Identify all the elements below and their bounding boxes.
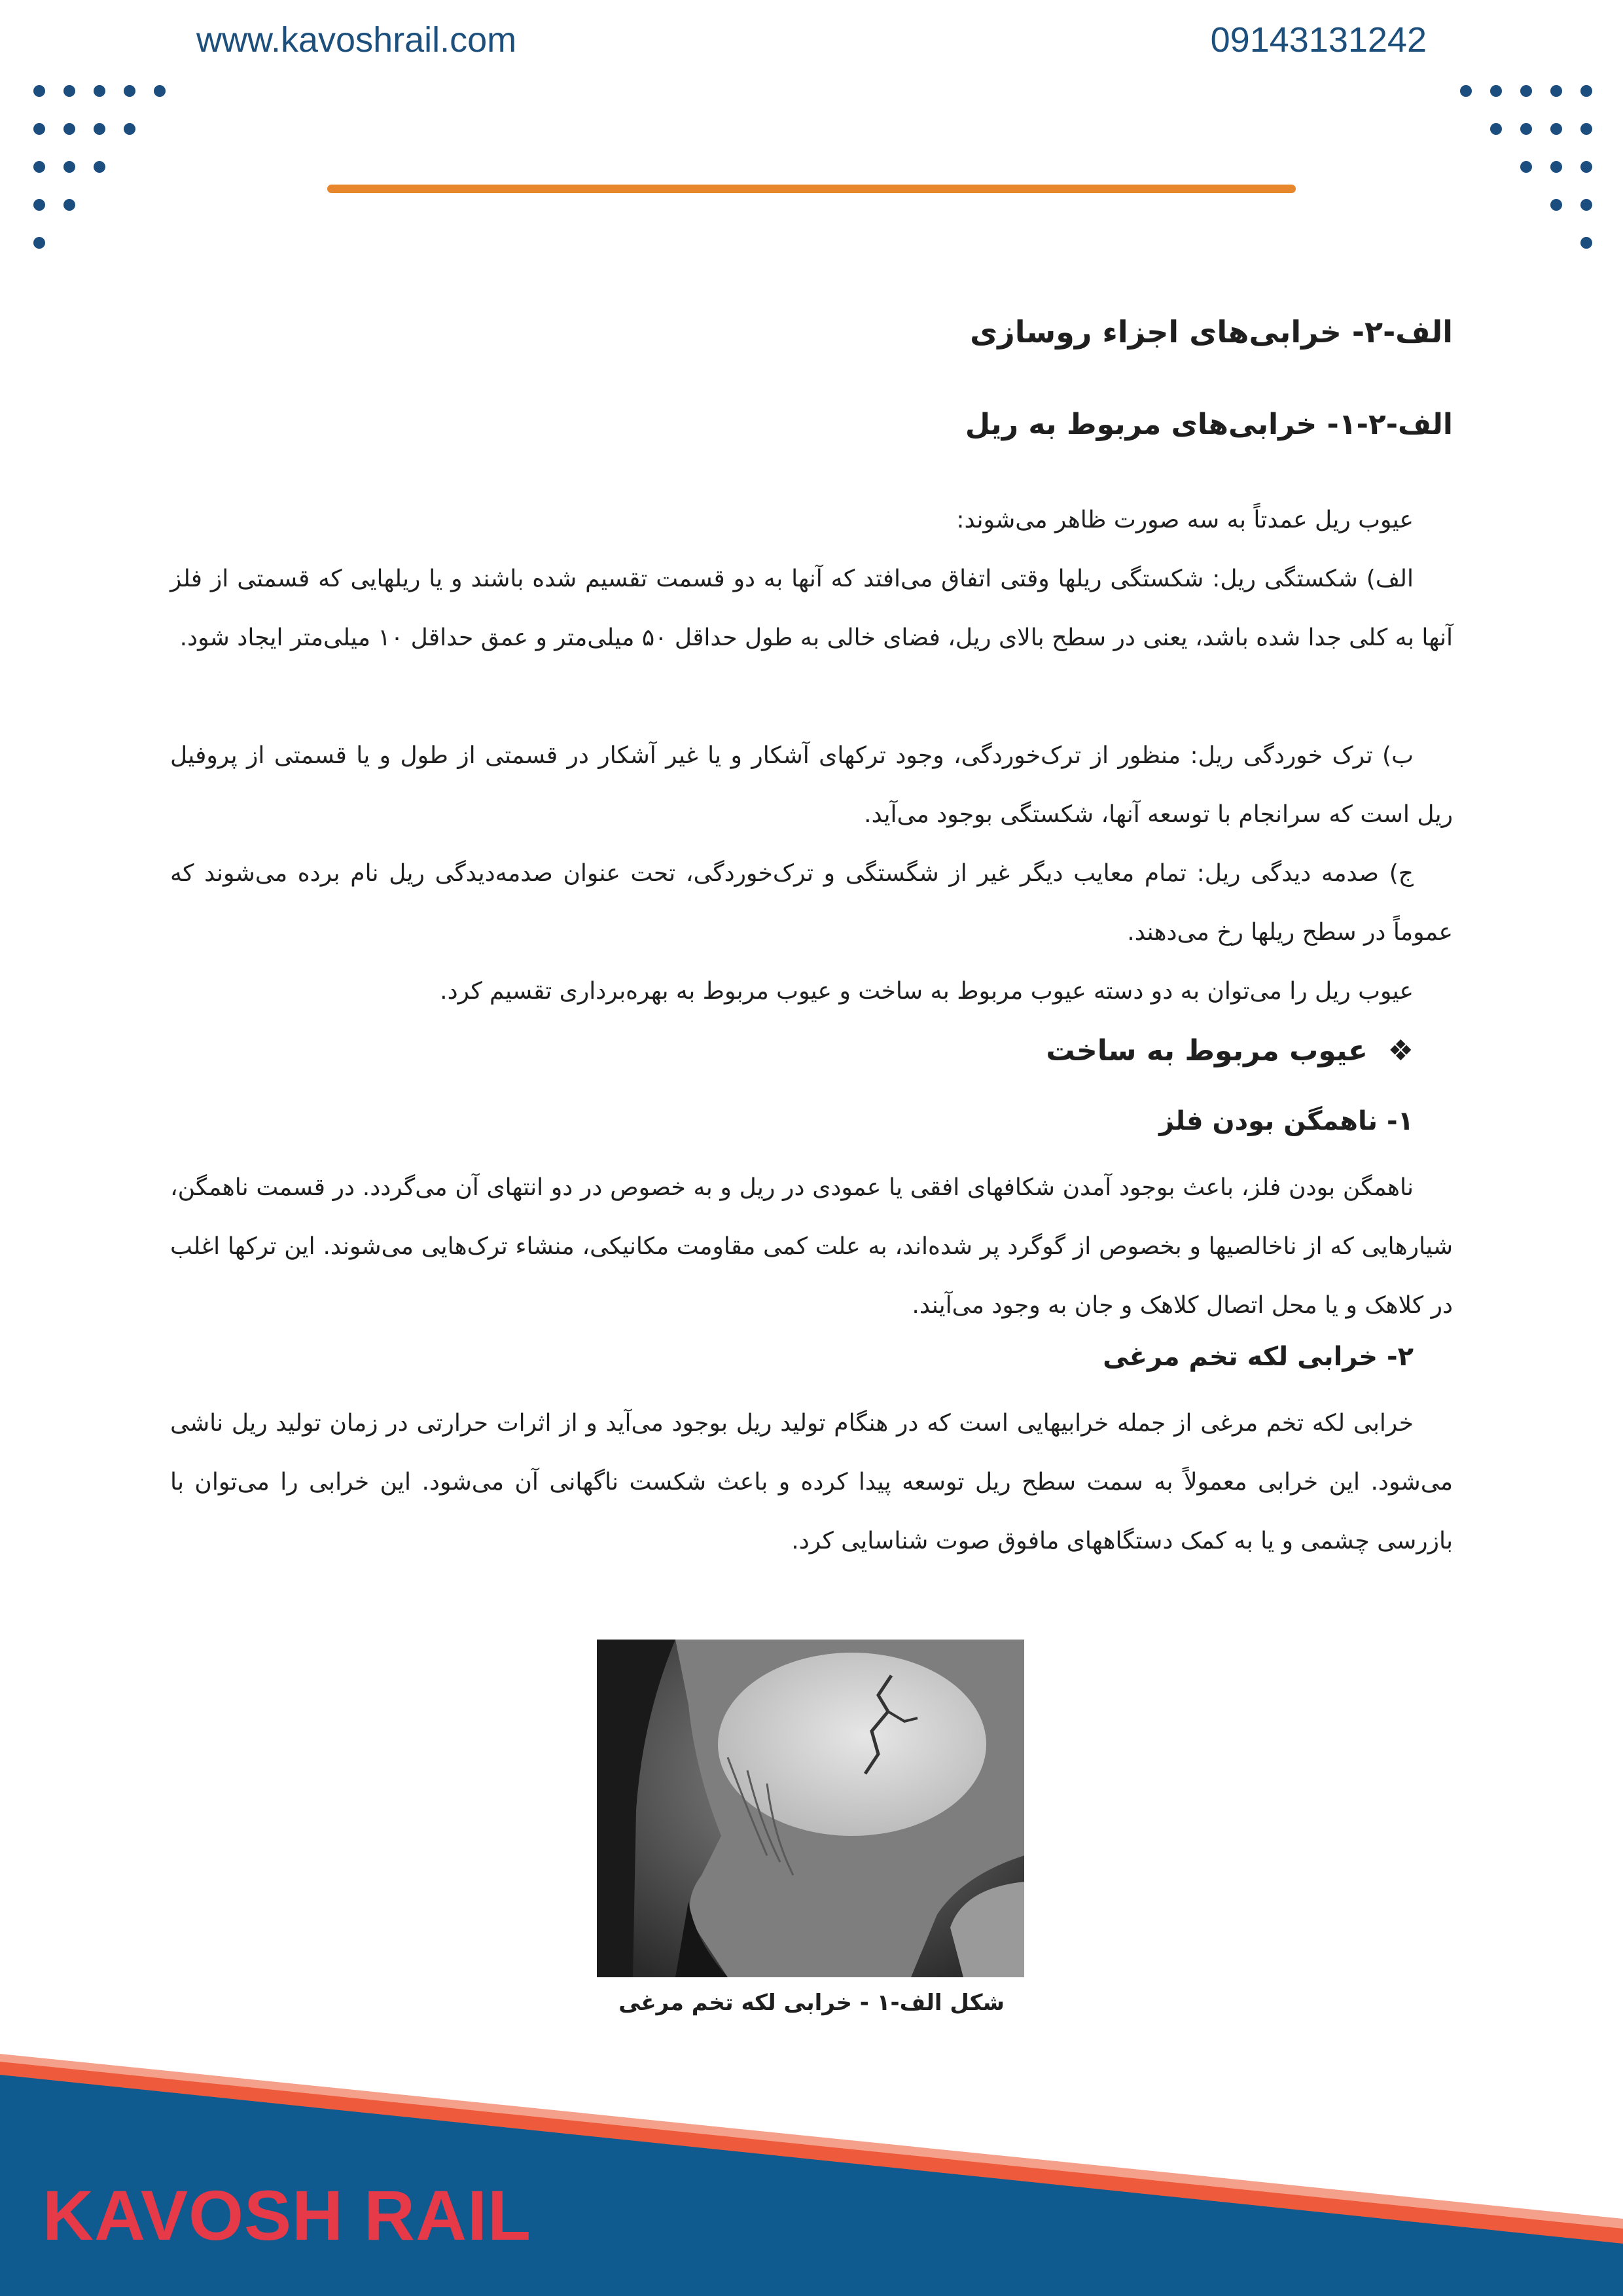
section-heading bbox=[1046, 1034, 1414, 1067]
defect-1-heading: ۱- ناهمگن بودن فلز bbox=[1159, 1106, 1414, 1136]
section-heading-text: عیوب مربوط به ساخت bbox=[1046, 1034, 1368, 1067]
main-heading: الف-۲- خرابی‌های اجزاء روسازی bbox=[970, 314, 1453, 350]
website-url[interactable]: www.kavoshrail.com bbox=[196, 20, 517, 60]
classification-paragraph: عیوب ریل را می‌توان به دو دسته عیوب مربوط به ساخت و عیوب مربوط به بهره‌برداری تقسیم کرد. bbox=[440, 978, 1414, 1005]
paragraph-item-a: الف) شکستگی ریل: شکستگی ریلها وقتی اتفاق می‌افتد که آنها به دو قسمت تقسیم شده باشند و یا ریلهایی که قسمتی از فلز آنها به کلی جدا شده باشد، یعنی در سطح بالای ریل، فضای خالی به طول حداقل ۵۰ میلی‌متر و عمق حداقل ۱۰ میلی‌متر ایجاد شود. bbox=[170, 565, 1453, 651]
phone-number: 09143131242 bbox=[1210, 20, 1427, 60]
left-dot-pattern bbox=[0, 0, 196, 262]
sub-heading: الف-۲-۱- خرابی‌های مربوط به ریل bbox=[965, 408, 1453, 441]
right-dot-pattern bbox=[1427, 0, 1623, 262]
diamond-bullet-icon: ❖ bbox=[1387, 1034, 1414, 1067]
defect-1-paragraph: ناهمگن بودن فلز، باعث بوجود آمدن شکافهای افقی یا عمودی در ریل و به خصوص در دو انتهای آن می‌گردد. در قسمت ناهمگن، شیارهایی که از ناخالصیها و بخصوص از گوگرد پر شده‌اند، به علت کمی مقاومت مکانیکی، منشاء ترک‌هایی می‌شوند. این ترکها اغلب در کلاهک و یا محل اتصال کلاهک و جان به وجود می‌آیند. bbox=[170, 1174, 1453, 1319]
paragraph-item-b: ب) ترک خوردگی ریل: منظور از ترک‌خوردگی، وجود ترکهای آشکار و یا غیر آشکار در قسمتی از طول و یا قسمتی از پروفیل ریل است که سرانجام با توسعه آنها، شکستگی بوجود می‌آید. bbox=[170, 742, 1453, 828]
paragraph-item-c: ج) صدمه دیدگی ریل: تمام معایب دیگر غیر از شگستگی و ترک‌خوردگی، تحت عنوان صدمه‌دیدگی ریل نام برده می‌شوند که عموماً در سطح ریلها رخ می‌دهند. bbox=[170, 860, 1453, 946]
footer-brand-logo: KAVOSH RAIL bbox=[43, 2176, 532, 2255]
rail-cross-section-image bbox=[597, 1640, 1024, 1977]
intro-paragraph: عیوب ریل عمدتاً به سه صورت ظاهر می‌شوند: bbox=[956, 507, 1414, 533]
header-divider bbox=[327, 185, 1296, 193]
footer-band bbox=[0, 2036, 1623, 2296]
figure-caption: شکل الف-۱ - خرابی لکه تخم مرغی bbox=[618, 1990, 1005, 2016]
rail-defect-photo bbox=[597, 1640, 1024, 1977]
defect-2-paragraph: خرابی لکه تخم مرغی از جمله خرابیهایی است که در هنگام تولید ریل بوجود می‌آید و از اثرات حرارتی در زمان تولید ریل ناشی می‌شود. این خرابی معمولاً به سمت سطح ریل توسعه پیدا کرده و باعث شکست ناگهانی آن می‌شود. این خرابی را می‌توان با بازرسی چشمی و یا به کمک دستگاههای مافوق صوت شناسایی کرد. bbox=[170, 1410, 1453, 1554]
defect-2-heading: ۲- خرابی لکه تخم مرغی bbox=[1103, 1342, 1414, 1372]
